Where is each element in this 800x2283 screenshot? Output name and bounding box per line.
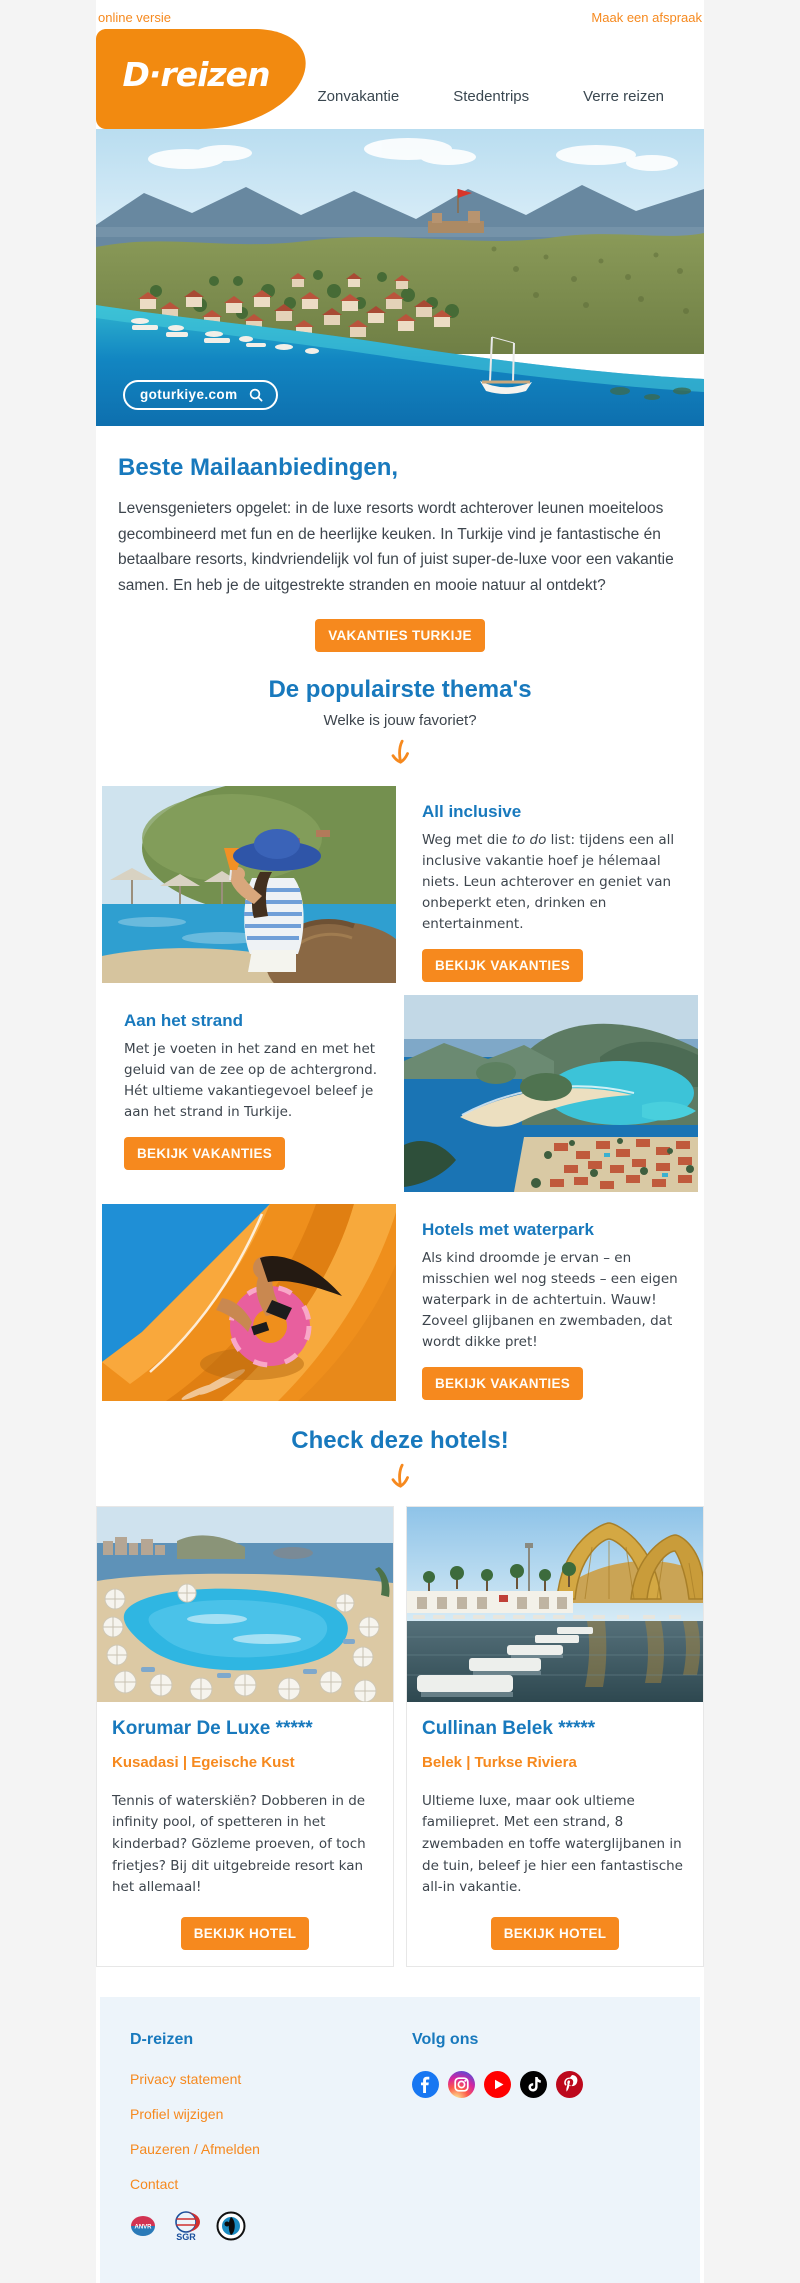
- facebook-icon[interactable]: [412, 2071, 439, 2098]
- search-icon: [249, 388, 263, 402]
- unsubscribe-link[interactable]: Pauzeren / Afmelden: [130, 2140, 260, 2157]
- footer: [100, 1997, 700, 2283]
- goturkiye-label: goturkiye.com: [140, 387, 238, 402]
- intro-section: [96, 426, 704, 672]
- nav-zonvakantie[interactable]: Zonvakantie: [317, 88, 400, 105]
- body-post: list: tijdens een all inclusive vakantie hoef je hélemaal niets. Leun achterover en geniet van onbeperkt eten, drinken en entertainment.: [422, 831, 675, 933]
- hotel-name: Cullinan Belek *****: [422, 1717, 596, 1739]
- appointment-link[interactable]: Maak een afspraak: [591, 10, 702, 25]
- instagram-icon[interactable]: [448, 2071, 475, 2098]
- hotel-description: Ultieme luxe, maar ook ultieme familiepret. Met een strand, 8 zwembaden en toffe waterglijbanen in de tuin, beleef je hier een fantastische all-in vakantie.: [422, 1792, 683, 1896]
- dreizen-logo[interactable]: [96, 29, 312, 129]
- hero-image[interactable]: [96, 129, 704, 426]
- youtube-icon[interactable]: [484, 2071, 511, 2098]
- korumar-illustration: [97, 1507, 393, 1702]
- themes-section-title: De populairste thema's: [268, 675, 532, 703]
- body-em: to do: [511, 831, 547, 848]
- cullinan-image[interactable]: [407, 1507, 703, 1702]
- hotel-cards: [96, 1504, 704, 1967]
- all-inclusive-text: [396, 786, 698, 983]
- bekijk-vakanties-button-1[interactable]: BEKIJK VAKANTIES: [422, 949, 583, 982]
- theme-body: Als kind droomde je ervan – en misschien wel nog steeds – een eigen waterpark in de achtertuin. Wauw! Zoveel glijbanen en zwembaden, dat wordt dikke pret!: [422, 1249, 678, 1351]
- nav-stedentrips[interactable]: Stedentrips: [453, 88, 530, 105]
- hotels-section-title: Check deze hotels!: [291, 1426, 509, 1454]
- vakanties-turkije-button[interactable]: VAKANTIES TURKIJE: [315, 619, 485, 652]
- nav-verre-reizen[interactable]: Verre reizen: [583, 88, 664, 105]
- bekijk-hotel-button-2[interactable]: BEKIJK HOTEL: [491, 1917, 620, 1950]
- korumar-image[interactable]: [97, 1507, 393, 1702]
- calamiteitenfonds-logo[interactable]: [216, 2211, 246, 2241]
- theme-title: All inclusive: [422, 801, 522, 821]
- profile-link[interactable]: Profiel wijzigen: [130, 2105, 224, 2122]
- topbar: [96, 0, 704, 29]
- header: [96, 29, 704, 129]
- follow-us-title: Volg ons: [412, 2030, 479, 2048]
- anvr-logo[interactable]: [130, 2215, 156, 2237]
- waterslide-illustration: [102, 1204, 396, 1401]
- oludeniz-illustration: [404, 995, 698, 1192]
- tiktok-icon[interactable]: [520, 2071, 547, 2098]
- hotel-card-cullinan: [406, 1506, 704, 1967]
- hotel-card-korumar: [96, 1506, 394, 1967]
- theme-title: Hotels met waterpark: [422, 1219, 594, 1239]
- theme-title: Aan het strand: [124, 1010, 244, 1030]
- sgr-logo[interactable]: [170, 2211, 202, 2241]
- bekijk-vakanties-button-2[interactable]: BEKIJK VAKANTIES: [124, 1137, 285, 1170]
- social-icons: [412, 2071, 670, 2098]
- cullinan-illustration: [407, 1507, 703, 1702]
- cullinan-body: [407, 1702, 703, 1966]
- logo-wordmark: D·reizen: [122, 55, 270, 94]
- strand-image[interactable]: [404, 995, 698, 1192]
- page-title: Beste Mailaanbiedingen,: [118, 454, 399, 481]
- theme-row-all-inclusive: [96, 780, 704, 989]
- pinterest-icon[interactable]: [556, 2071, 583, 2098]
- strand-text: [102, 995, 404, 1192]
- hotel-description: Tennis of waterskiën? Dobberen in de infinity pool, of spetteren in het kinderbad? Gözleme proeven, of toch frietjes? Bij dit uitgebreide resort kan het allemaal!: [112, 1792, 366, 1896]
- svg-text:SGR: SGR: [176, 2231, 196, 2241]
- waterpark-text: [396, 1204, 698, 1401]
- privacy-link[interactable]: Privacy statement: [130, 2070, 242, 2087]
- body-pre: Weg met die: [422, 831, 512, 848]
- theme-row-strand: [96, 989, 704, 1198]
- svg-text:ANVR: ANVR: [134, 2224, 152, 2231]
- themes-section-subtitle: Welke is jouw favoriet?: [323, 711, 477, 729]
- bekijk-hotel-button-1[interactable]: BEKIJK HOTEL: [181, 1917, 310, 1950]
- theme-body: Met je voeten in het zand en met het geluid van de zee op de achtergrond. Hét ultieme vakantiegevoel beleef je aan het strand in Turkije.: [124, 1040, 378, 1121]
- main-nav: [318, 88, 664, 105]
- online-version-link[interactable]: online versie: [98, 10, 171, 25]
- theme-row-waterpark: [96, 1198, 704, 1407]
- hotel-location: Kusadasi | Egeische Kust: [112, 1753, 295, 1771]
- goturkiye-badge: [123, 380, 278, 410]
- certification-logos: [130, 2211, 412, 2241]
- waterpark-image[interactable]: [102, 1204, 396, 1401]
- intro-text: Levensgenieters opgelet: in de luxe resorts wordt achterover leunen moeiteloos gecombineerd met fun en de heerlijke keuken. In Turkije vind je fantastische én betaalbare resorts, kindvriendelijk vol fun of juist super-de-luxe voor een vakantie samen. En heb je de uitgestrekte stranden en mooie natuur al ontdekt?: [118, 500, 674, 595]
- footer-brand: D-reizen: [130, 2030, 194, 2048]
- down-arrow-icon: [386, 1463, 414, 1491]
- korumar-body: [97, 1702, 393, 1966]
- hotel-location: Belek | Turkse Riviera: [422, 1753, 577, 1771]
- hotel-name: Korumar De Luxe *****: [112, 1717, 313, 1739]
- contact-link[interactable]: Contact: [130, 2175, 179, 2192]
- bekijk-vakanties-button-3[interactable]: BEKIJK VAKANTIES: [422, 1367, 583, 1400]
- down-arrow-icon: [386, 739, 414, 767]
- all-inclusive-image[interactable]: [102, 786, 396, 983]
- theme-body: [422, 830, 680, 935]
- pool-woman-illustration: [102, 786, 396, 983]
- email-body: [96, 0, 704, 2283]
